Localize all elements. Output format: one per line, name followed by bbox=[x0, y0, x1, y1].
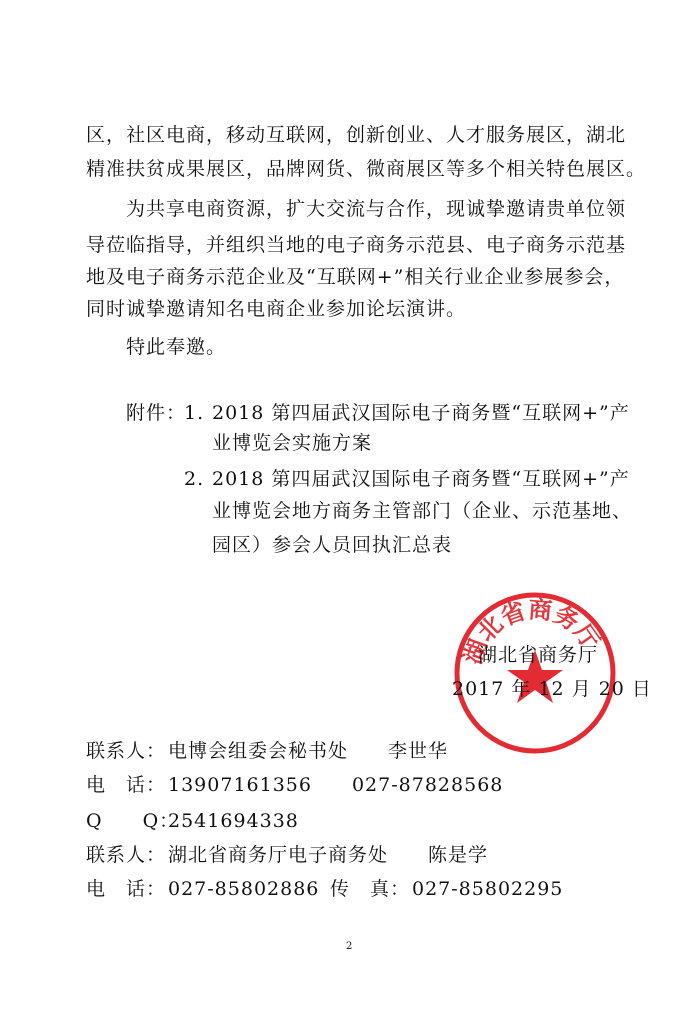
phone-label: 电 话： bbox=[86, 774, 167, 796]
paragraph-line: 区，社区电商，移动互联网，创新创业、人才服务展区，湖北 bbox=[86, 124, 627, 146]
signing-date: 2017 年 12 月 20 日 bbox=[452, 678, 652, 700]
attachment-item-line: 园区）参会人员回执汇总表 bbox=[212, 534, 453, 556]
attachment-item-line: 2018 第四届武汉国际电子商务暨“互联网+”产 bbox=[212, 402, 630, 424]
page-number: 2 bbox=[346, 941, 354, 952]
attachment-label: 附件： bbox=[126, 402, 187, 424]
attachment-item-line: 2018 第四届武汉国际电子商务暨“互联网+”产 bbox=[212, 468, 630, 490]
paragraph-line: 为共享电商资源，扩大交流与合作，现诚挚邀请贵单位领 bbox=[126, 198, 627, 220]
contact-value: 电博会组委会秘书处 李世华 bbox=[168, 740, 449, 762]
fax-label: 传 真： bbox=[330, 878, 411, 900]
official-seal bbox=[450, 588, 620, 758]
paragraph-line: 同时诚挚邀请知名电商企业参加论坛演讲。 bbox=[86, 298, 467, 320]
qq-label: Q Q： bbox=[86, 810, 180, 832]
contact-label: 联系人： bbox=[86, 844, 167, 866]
paragraph-line: 导莅临指导，并组织当地的电子商务示范县、电子商务示范基 bbox=[86, 234, 627, 256]
attachment-item-line: 业博览会地方商务主管部门（企业、示范基地、 bbox=[212, 500, 633, 522]
attachment-item-line: 业博览会实施方案 bbox=[212, 432, 373, 454]
contact-label: 联系人： bbox=[86, 740, 167, 762]
fax-value: 027-85802295 bbox=[412, 878, 564, 900]
paragraph-line: 精准扶贫成果展区，品牌网货、微商展区等多个相关特色展区。 bbox=[86, 158, 647, 180]
signing-organization: 湖北省商务厅 bbox=[478, 644, 599, 666]
qq-value: 2541694338 bbox=[168, 810, 299, 832]
seal-text: 湖北省商务厅 bbox=[457, 594, 606, 668]
phone-label: 电 话： bbox=[86, 878, 167, 900]
paragraph-line: 地及电子商务示范企业及“互联网+”相关行业企业参展参会， bbox=[86, 266, 625, 288]
phone-value: 027-85802886 bbox=[168, 878, 320, 900]
attachment-number: 1. bbox=[184, 402, 205, 424]
closing-text: 特此奉邀。 bbox=[126, 336, 227, 358]
attachment-number: 2. bbox=[184, 468, 205, 490]
phone-value: 13907161356 027-87828568 bbox=[168, 774, 504, 796]
contact-value: 湖北省商务厅电子商务处 陈是学 bbox=[168, 844, 489, 866]
